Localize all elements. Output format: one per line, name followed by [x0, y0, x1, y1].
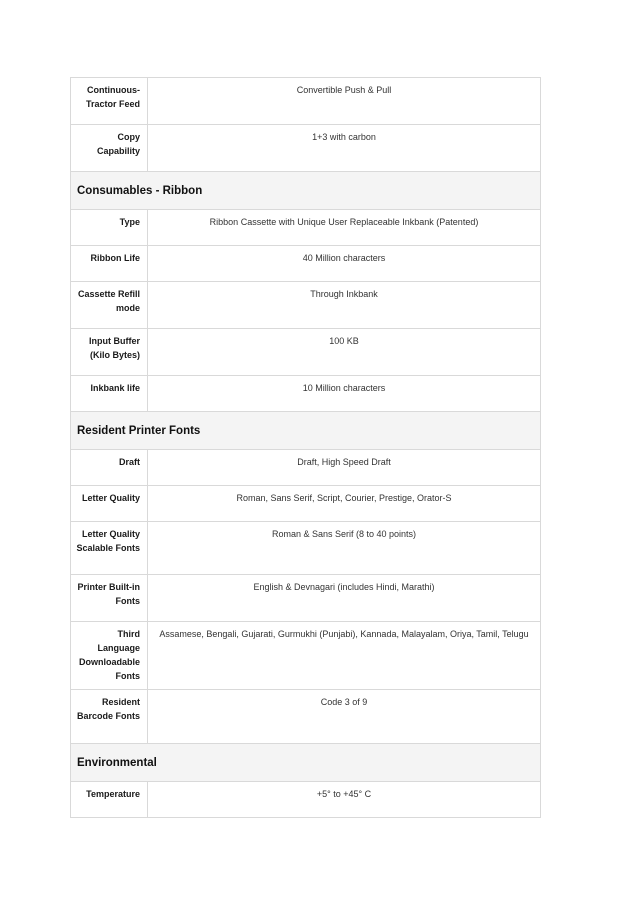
spec-label: Cassette Refill mode: [71, 282, 148, 329]
table-row: [71, 690, 541, 744]
spec-label: Letter Quality: [71, 486, 148, 522]
table-row: [71, 575, 541, 622]
table-row: [71, 282, 541, 329]
spec-label: Type: [71, 210, 148, 246]
spec-label: Letter Quality Scalable Fonts: [71, 522, 148, 575]
section-title: Resident Printer Fonts: [71, 412, 541, 450]
spec-label: Copy Capability: [71, 125, 148, 172]
section-title: Consumables - Ribbon: [71, 172, 541, 210]
table-row: [71, 329, 541, 376]
section-header-row: [71, 172, 541, 210]
table-row: [71, 622, 541, 690]
spec-value: +5° to +45° C: [148, 782, 541, 818]
specifications-table-body: [71, 78, 541, 818]
spec-value: Code 3 of 9: [148, 690, 541, 744]
spec-value: Roman & Sans Serif (8 to 40 points): [148, 522, 541, 575]
section-header-row: [71, 744, 541, 782]
spec-value: English & Devnagari (includes Hindi, Marathi): [148, 575, 541, 622]
spec-value: Roman, Sans Serif, Script, Courier, Prestige, Orator-S: [148, 486, 541, 522]
table-row: [71, 782, 541, 818]
spec-value: Assamese, Bengali, Gujarati, Gurmukhi (Punjabi), Kannada, Malayalam, Oriya, Tamil, Telugu: [148, 622, 541, 690]
table-row: [71, 246, 541, 282]
spec-value: Through Inkbank: [148, 282, 541, 329]
spec-value: 40 Million characters: [148, 246, 541, 282]
spec-value: Draft, High Speed Draft: [148, 450, 541, 486]
section-header-row: [71, 412, 541, 450]
spec-value: 1+3 with carbon: [148, 125, 541, 172]
table-row: [71, 522, 541, 575]
spec-label: Continuous-Tractor Feed: [71, 78, 148, 125]
table-row: [71, 78, 541, 125]
table-row: [71, 125, 541, 172]
table-row: [71, 210, 541, 246]
spec-label: Printer Built-in Fonts: [71, 575, 148, 622]
spec-label: Resident Barcode Fonts: [71, 690, 148, 744]
spec-value: 10 Million characters: [148, 376, 541, 412]
spec-label: Third Language Downloadable Fonts: [71, 622, 148, 690]
spec-label: Input Buffer (Kilo Bytes): [71, 329, 148, 376]
spec-label: Temperature: [71, 782, 148, 818]
spec-value: Ribbon Cassette with Unique User Replaceable Inkbank (Patented): [148, 210, 541, 246]
section-title: Environmental: [71, 744, 541, 782]
spec-value: Convertible Push & Pull: [148, 78, 541, 125]
spec-label: Draft: [71, 450, 148, 486]
table-row: [71, 486, 541, 522]
spec-label: Ribbon Life: [71, 246, 148, 282]
table-row: [71, 450, 541, 486]
spec-value: 100 KB: [148, 329, 541, 376]
spec-label: Inkbank life: [71, 376, 148, 412]
specifications-table: [70, 77, 541, 818]
table-row: [71, 376, 541, 412]
